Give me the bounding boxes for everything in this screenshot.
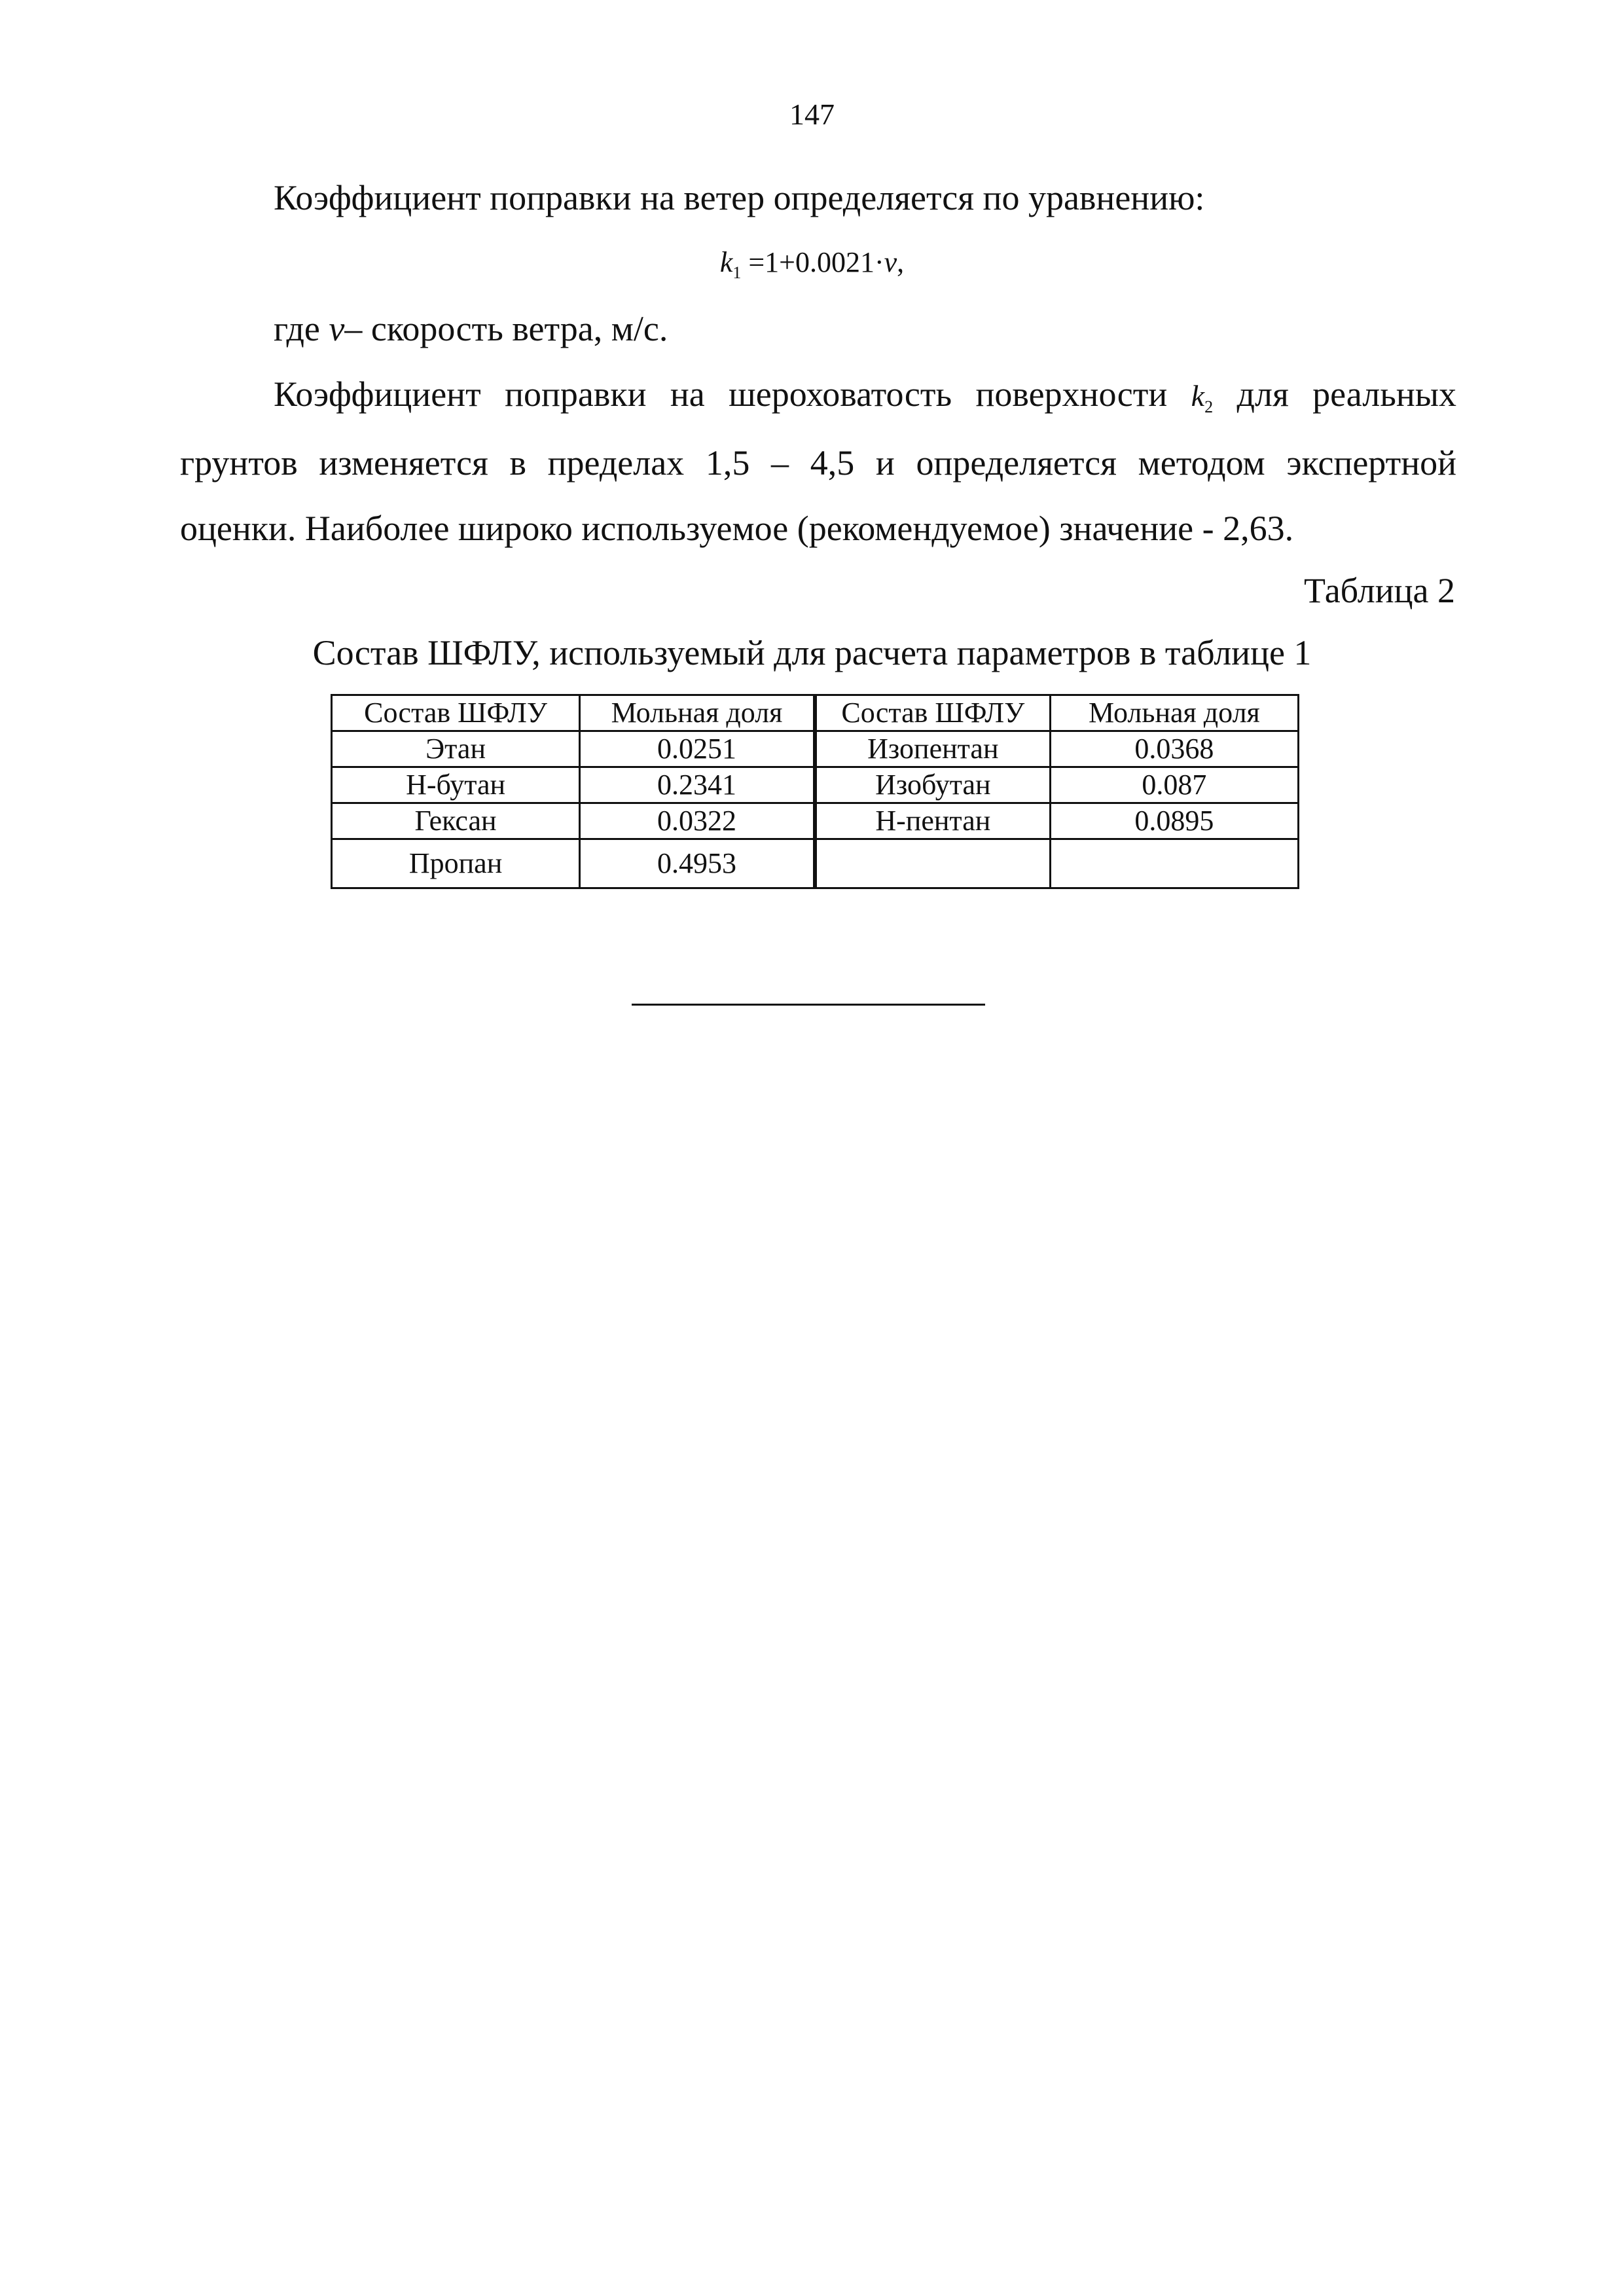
composition-table: [331, 694, 1299, 889]
table-row: [332, 731, 1299, 767]
table-cell: 0.2341: [580, 767, 815, 803]
formula-sub-1: 1: [732, 263, 742, 282]
table-header-cell: Состав ШФЛУ: [332, 695, 580, 731]
table-cell: Изобутан: [815, 767, 1050, 803]
table-cell: 0.0368: [1050, 731, 1298, 767]
table-cell: Н-пентан: [815, 803, 1050, 839]
table-cell: Изопентан: [815, 731, 1050, 767]
p3a-after: для реальных: [1236, 374, 1457, 414]
p2-var-v: v: [329, 309, 345, 348]
formula-k1: [0, 246, 1624, 283]
table-cell: [1050, 839, 1298, 888]
p3a-var-k2: [1191, 379, 1214, 417]
formula-rhs: =1+0.0021·: [741, 246, 884, 278]
table-header-cell: Мольная доля: [1050, 695, 1298, 731]
table-cell: Н-бутан: [332, 767, 580, 803]
table-cell: 0.087: [1050, 767, 1298, 803]
paragraph-roughness-line3: оценки. Наиболее широко используемое (рекомендуемое) значение - 2,63.: [180, 509, 1294, 548]
table-cell: 0.0895: [1050, 803, 1298, 839]
table-cell: [815, 839, 1050, 888]
horizontal-rule: [632, 1004, 985, 1006]
table-header-cell: Мольная доля: [580, 695, 815, 731]
table-cell: 0.4953: [580, 839, 815, 888]
table-cell: 0.0322: [580, 803, 815, 839]
table-header-row: [332, 695, 1299, 731]
table-cell: Этан: [332, 731, 580, 767]
p2-before: где: [274, 309, 329, 348]
table-label: Таблица 2: [1304, 571, 1455, 610]
p2-after: – скорость ветра, м/с.: [344, 309, 668, 348]
paragraph-roughness-line1: [274, 376, 1456, 425]
p3a-before: Коэффициент поправки на шероховатость поверхности: [274, 374, 1168, 414]
table-cell: Пропан: [332, 839, 580, 888]
formula-var-v: v: [884, 246, 897, 278]
table-row: [332, 803, 1299, 839]
p3a-sub-2: 2: [1204, 397, 1214, 417]
table-header-cell: Состав ШФЛУ: [815, 695, 1050, 731]
table-row: [332, 767, 1299, 803]
formula-tail: ,: [897, 246, 905, 278]
page-number: 147: [789, 98, 835, 131]
formula-var-k: k: [719, 246, 733, 278]
table-cell: Гексан: [332, 803, 580, 839]
p3a-var-k: k: [1191, 379, 1205, 412]
table-row: [332, 839, 1299, 888]
paragraph-wind-coefficient: Коэффициент поправки на ветер определяется по уравнению:: [274, 178, 1205, 217]
table-caption: Состав ШФЛУ, используемый для расчета параметров в таблице 1: [312, 633, 1312, 672]
paragraph-where-v: [274, 311, 668, 346]
paragraph-roughness-line2: грунтов изменяется в пределах 1,5 – 4,5 и определяется методом экспертной: [180, 443, 1456, 483]
table-cell: 0.0251: [580, 731, 815, 767]
